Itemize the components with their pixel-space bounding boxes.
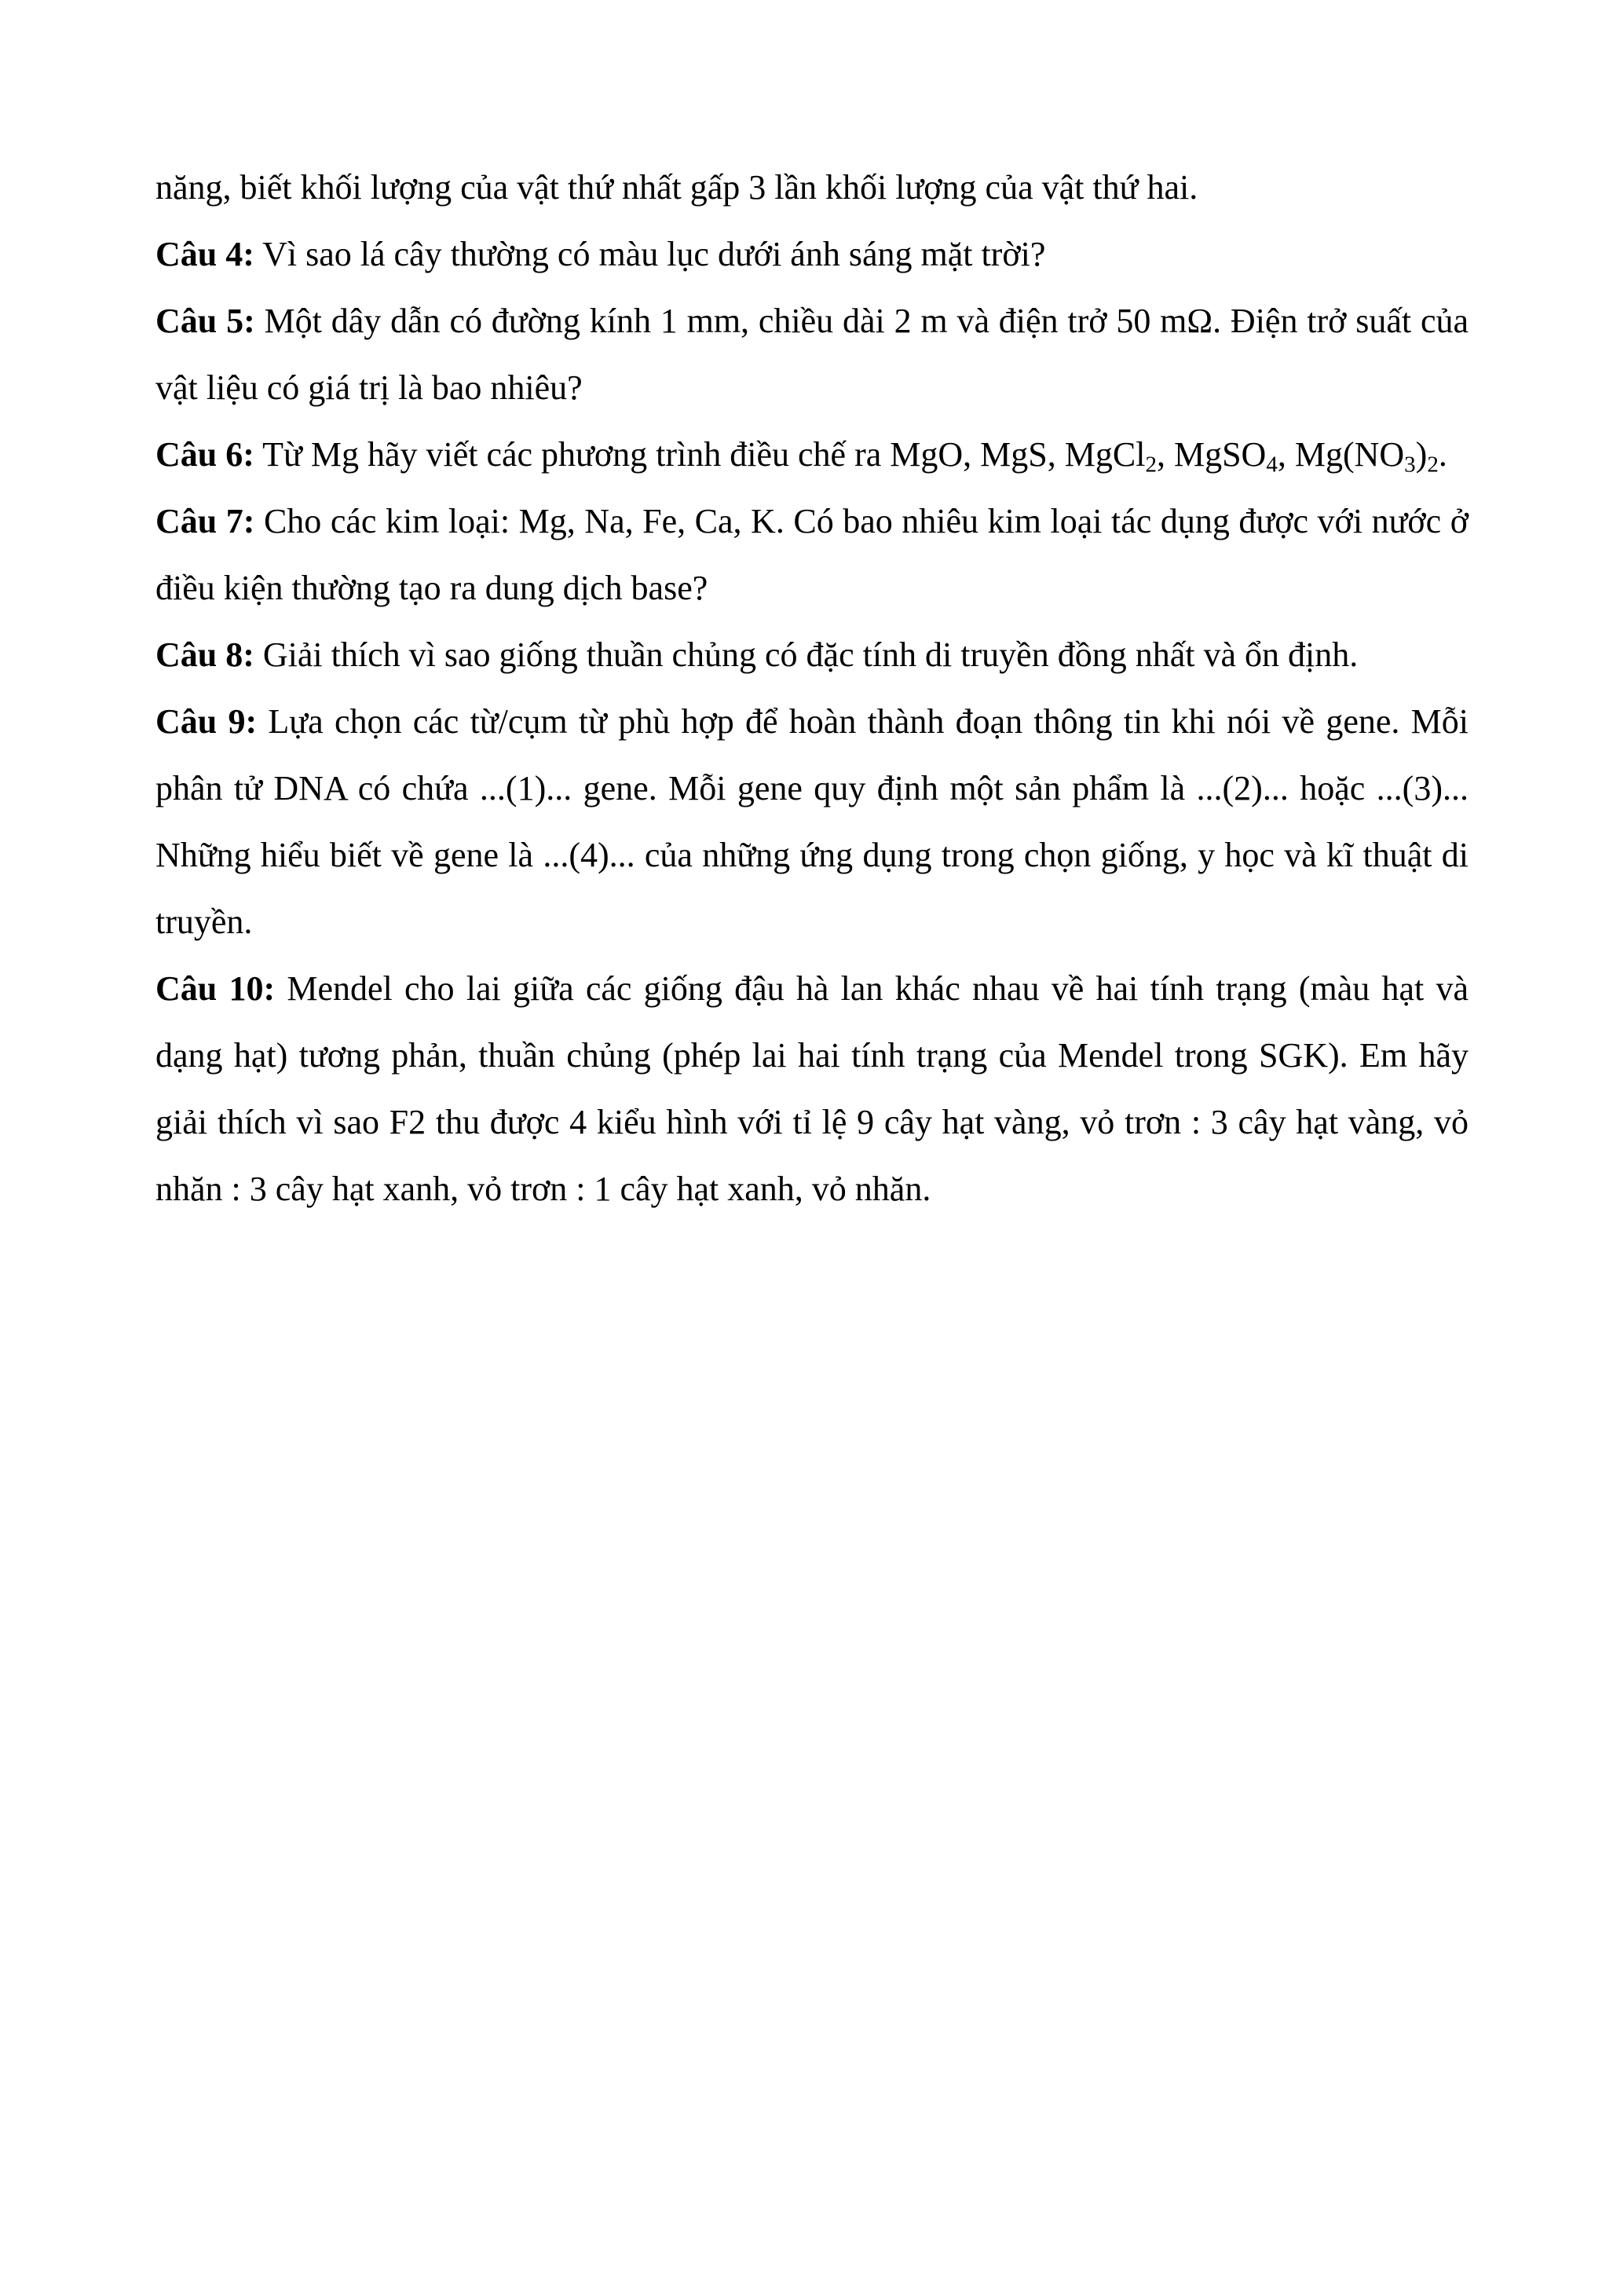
question-6-label: Câu 6:	[155, 435, 254, 474]
question-6-text-c: , Mg(NO	[1277, 435, 1405, 474]
question-9-label: Câu 9:	[155, 702, 258, 741]
question-4-label: Câu 4:	[155, 235, 254, 273]
subscript-so4: 4	[1266, 452, 1278, 478]
question-5-text: Một dây dẫn có đường kính 1 mm, chiều dài 2 m và điện trở 50 mΩ. Điện trở suất của vật liệu có giá trị là bao nhiêu?	[155, 302, 1469, 407]
question-4-text: Vì sao lá cây thường có màu lục dưới ánh sáng mặt trời?	[254, 235, 1046, 273]
question-8-label: Câu 8:	[155, 635, 254, 674]
document-page	[155, 154, 1469, 1222]
question-7-text: Cho các kim loại: Mg, Na, Fe, Ca, K. Có bao nhiêu kim loại tác dụng được với nước ở điều kiện thường tạo ra dung dịch base?	[155, 502, 1469, 607]
question-9	[155, 688, 1469, 955]
subscript-cl2: 2	[1145, 452, 1157, 478]
intro-paragraph	[155, 154, 1469, 221]
question-8	[155, 621, 1469, 688]
question-5-label: Câu 5:	[155, 302, 255, 340]
question-4	[155, 221, 1469, 287]
question-10-text: Mendel cho lai giữa các giống đậu hà lan khác nhau về hai tính trạng (màu hạt và dạng hạt) tương phản, thuần chủng (phép lai hai tính trạng của Mendel trong SGK). Em hãy giải thích vì sao F2 thu được 4 kiểu hình với tỉ lệ 9 cây hạt vàng, vỏ trơn : 3 cây hạt vàng, vỏ nhăn : 3 cây hạt xanh, vỏ trơn : 1 cây hạt xanh, vỏ nhăn.	[155, 969, 1469, 1208]
question-9-text: Lựa chọn các từ/cụm từ phù hợp để hoàn thành đoạn thông tin khi nói về gene. Mỗi phân tử DNA có chứa ...(1)... gene. Mỗi gene quy định một sản phẩm là ...(2)... hoặc ...(3)... Những hiểu biết về gene là ...(4)... của những ứng dụng trong chọn giống, y học và kĩ thuật di truyền.	[155, 702, 1469, 941]
question-6	[155, 421, 1469, 488]
intro-text: năng, biết khối lượng của vật thứ nhất gấp 3 lần khối lượng của vật thứ hai.	[155, 168, 1198, 207]
question-6-text-a: Từ Mg hãy viết các phương trình điều chế ra MgO, MgS, MgCl	[254, 435, 1146, 474]
question-5	[155, 287, 1469, 421]
subscript-paren-2: 2	[1427, 452, 1439, 478]
question-6-text-b: , MgSO	[1156, 435, 1267, 474]
question-8-text: Giải thích vì sao giống thuần chủng có đặc tính di truyền đồng nhất và ổn định.	[254, 635, 1359, 674]
question-6-text-e: .	[1438, 435, 1447, 474]
question-10-label: Câu 10:	[155, 969, 276, 1008]
question-10	[155, 955, 1469, 1222]
question-7	[155, 488, 1469, 621]
question-7-label: Câu 7:	[155, 502, 255, 540]
question-6-text-d: )	[1415, 435, 1428, 474]
subscript-no3: 3	[1404, 452, 1416, 478]
